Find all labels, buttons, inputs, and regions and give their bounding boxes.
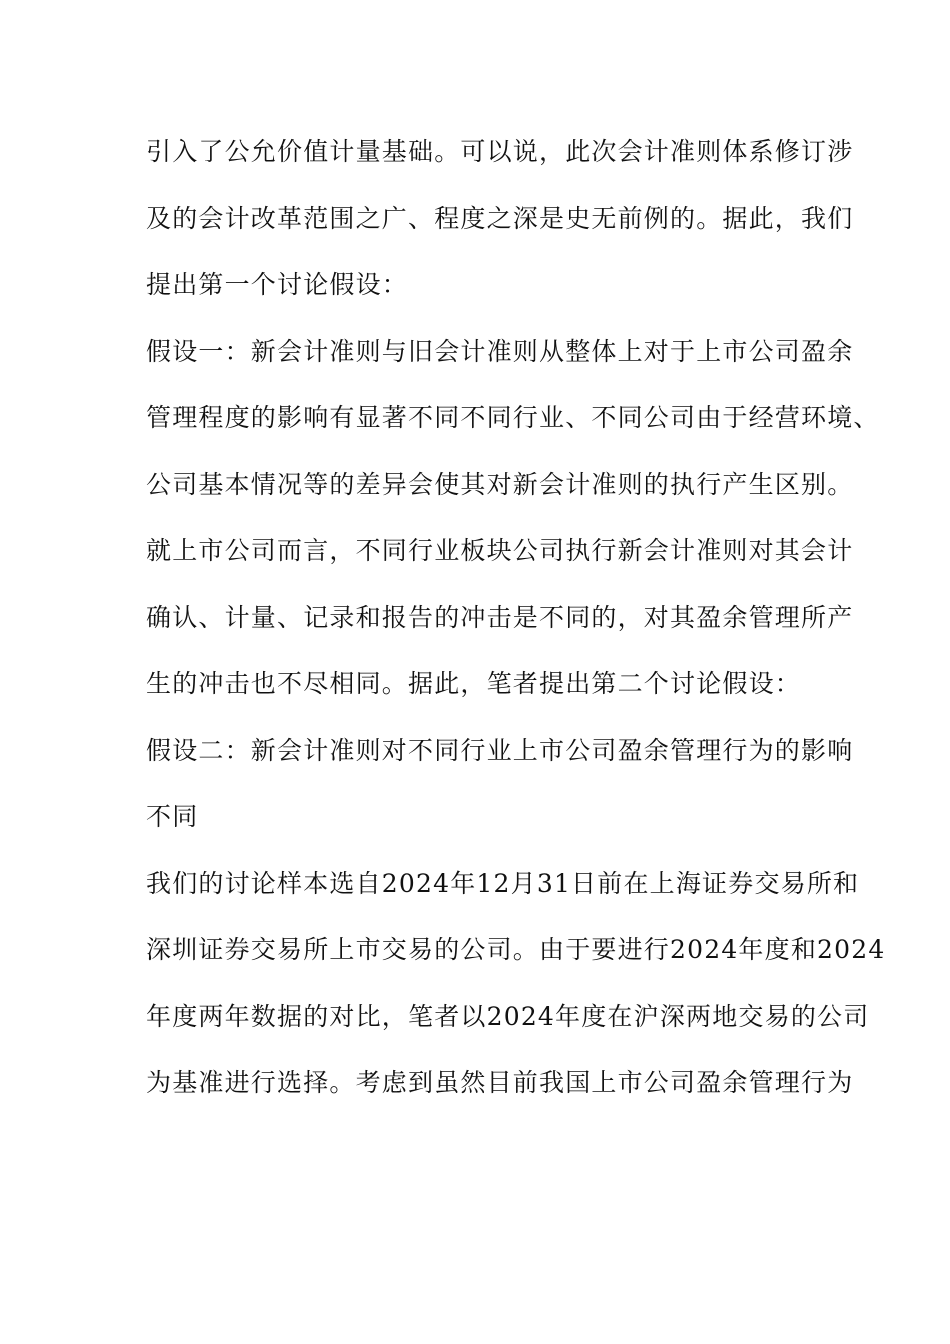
text-line: 及的会计改革范围之广、程度之深是史无前例的。据此，我们 — [146, 203, 854, 233]
text-line: 就上市公司而言，不同行业板块公司执行新会计准则对其会计 — [146, 536, 854, 565]
text-line: 为基准进行选择。考虑到虽然目前我国上市公司盈余管理行为 — [146, 1068, 854, 1097]
body-text — [146, 130, 886, 1128]
text-line: 深圳证券交易所上市交易的公司。由于要进行2024年度和2024 — [146, 935, 886, 964]
text-line: 公司基本情况等的差异会使其对新会计准则的执行产生区别。 — [146, 469, 854, 499]
text-line: 管理程度的影响有显著不同不同行业、不同公司由于经营环境、 — [146, 403, 880, 432]
text-line: 确认、计量、记录和报告的冲击是不同的，对其盈余管理所产 — [146, 602, 854, 632]
text-line: 提出第一个讨论假设： — [146, 270, 409, 299]
hypothesis-two-line: 假设二：新会计准则对不同行业上市公司盈余管理行为的影响 — [146, 735, 854, 765]
text-line: 引入了公允价值计量基础。可以说，此次会计准则体系修订涉 — [146, 137, 854, 166]
hypothesis-one-line: 假设一：新会计准则与旧会计准则从整体上对于上市公司盈余 — [146, 336, 854, 366]
text-line: 不同 — [146, 802, 199, 831]
text-line: 我们的讨论样本选自2024年12月31日前在上海证券交易所和 — [146, 868, 860, 898]
text-line: 年度两年数据的对比，笔者以2024年度在沪深两地交易的公司 — [146, 1001, 870, 1031]
text-line: 生的冲击也不尽相同。据此，笔者提出第二个讨论假设： — [146, 669, 802, 698]
